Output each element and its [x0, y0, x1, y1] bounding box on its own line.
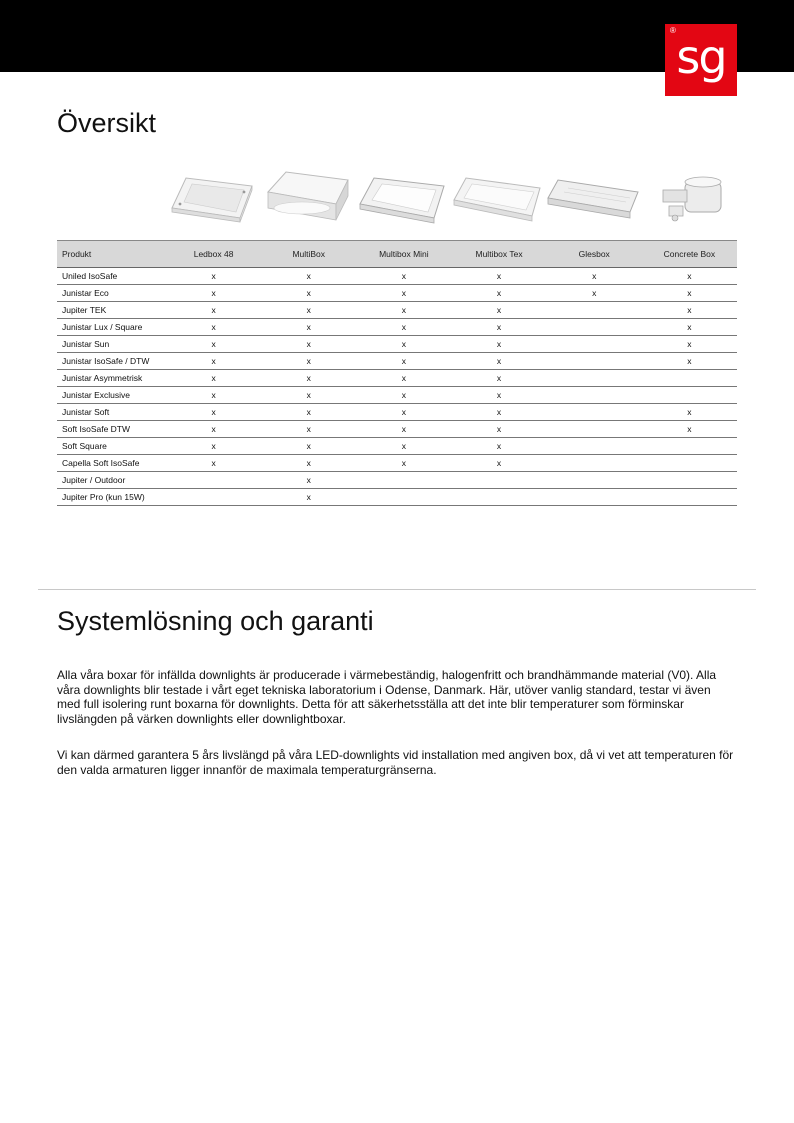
- compatibility-cell: x: [166, 302, 261, 319]
- compatibility-cell: x: [451, 404, 546, 421]
- compatibility-cell: x: [451, 370, 546, 387]
- column-header: Concrete Box: [642, 241, 737, 268]
- compatibility-cell: x: [166, 285, 261, 302]
- product-name-cell: Jupiter Pro (kun 15W): [57, 489, 166, 506]
- column-header: Multibox Tex: [451, 241, 546, 268]
- compatibility-cell: x: [166, 353, 261, 370]
- table-row: [57, 438, 737, 455]
- warranty-paragraph-1: Alla våra boxar för infällda downlights är producerade i värmebeständig, halogenfritt och brandhämmande material (V0). Alla våra downlights blir testade i vårt eget tekniska laboratorium i Odense, Danmark. Här, utöver vanlig standard, testar vi även med full isolering runt boxarna för downlights. Detta för att säkerhetsställa att det inte blir temperaturer som förminskar livslängden på värken downlights eller downlightboxar.: [57, 668, 717, 726]
- compatibility-cell: [547, 455, 642, 472]
- ledbox-48-icon: [160, 168, 256, 228]
- multibox-mini-icon: [352, 168, 448, 228]
- compatibility-cell: x: [642, 336, 737, 353]
- compatibility-cell: x: [642, 404, 737, 421]
- compatibility-cell: [547, 336, 642, 353]
- table-row: [57, 404, 737, 421]
- table-row: [57, 319, 737, 336]
- compatibility-cell: x: [451, 353, 546, 370]
- compatibility-cell: x: [356, 319, 451, 336]
- compatibility-cell: x: [642, 302, 737, 319]
- product-name-cell: Jupiter TEK: [57, 302, 166, 319]
- table-row: [57, 336, 737, 353]
- compatibility-cell: [547, 421, 642, 438]
- compatibility-cell: x: [547, 285, 642, 302]
- table-row: [57, 302, 737, 319]
- compatibility-cell: [166, 489, 261, 506]
- compatibility-cell: x: [356, 285, 451, 302]
- table-row: [57, 285, 737, 302]
- compatibility-cell: x: [356, 353, 451, 370]
- product-images: [160, 168, 737, 228]
- product-name-cell: Junistar Eco: [57, 285, 166, 302]
- compatibility-cell: x: [261, 387, 356, 404]
- compatibility-cell: x: [261, 489, 356, 506]
- compatibility-cell: x: [261, 353, 356, 370]
- compatibility-cell: x: [451, 455, 546, 472]
- compatibility-cell: x: [642, 353, 737, 370]
- compatibility-cell: x: [261, 285, 356, 302]
- table-row: [57, 353, 737, 370]
- compatibility-cell: x: [356, 455, 451, 472]
- multibox-icon: [256, 168, 352, 228]
- compatibility-cell: x: [451, 387, 546, 404]
- warranty-paragraph-2: Vi kan därmed garantera 5 års livslängd på våra LED-downlights vid installation med angiven box, då vi vet att temperaturen för den valda armaturen ligger innanför de maximala temperaturgränserna.: [57, 748, 734, 777]
- product-name-cell: Jupiter / Outdoor: [57, 472, 166, 489]
- multibox-tex-icon: [448, 168, 544, 228]
- compatibility-cell: [642, 438, 737, 455]
- compatibility-cell: x: [166, 438, 261, 455]
- compatibility-cell: x: [547, 268, 642, 285]
- compatibility-cell: x: [642, 285, 737, 302]
- glesbox-icon: [544, 168, 640, 228]
- product-name-cell: Junistar Sun: [57, 336, 166, 353]
- compatibility-cell: [451, 472, 546, 489]
- product-name-cell: Junistar Soft: [57, 404, 166, 421]
- compatibility-cell: x: [356, 336, 451, 353]
- table-row: [57, 268, 737, 285]
- compatibility-cell: x: [261, 455, 356, 472]
- compatibility-cell: x: [356, 387, 451, 404]
- compatibility-cell: x: [642, 268, 737, 285]
- compatibility-cell: x: [261, 421, 356, 438]
- compatibility-cell: x: [261, 319, 356, 336]
- compatibility-cell: [547, 302, 642, 319]
- product-name-cell: Soft Square: [57, 438, 166, 455]
- compatibility-cell: x: [451, 319, 546, 336]
- registered-mark: ®: [670, 26, 676, 35]
- compatibility-cell: [547, 438, 642, 455]
- product-name-cell: Uniled IsoSafe: [57, 268, 166, 285]
- compatibility-cell: x: [642, 421, 737, 438]
- compatibility-cell: [642, 387, 737, 404]
- compatibility-cell: x: [451, 336, 546, 353]
- compatibility-cell: x: [356, 404, 451, 421]
- product-name-cell: Junistar IsoSafe / DTW: [57, 353, 166, 370]
- compatibility-cell: x: [451, 421, 546, 438]
- compatibility-cell: [547, 387, 642, 404]
- compatibility-cell: [356, 472, 451, 489]
- compatibility-cell: [547, 489, 642, 506]
- compatibility-cell: x: [451, 302, 546, 319]
- compatibility-cell: [642, 472, 737, 489]
- compatibility-cell: [547, 472, 642, 489]
- table-row: [57, 472, 737, 489]
- compatibility-cell: x: [166, 319, 261, 336]
- compatibility-cell: x: [166, 268, 261, 285]
- table-row: [57, 370, 737, 387]
- compatibility-cell: x: [642, 319, 737, 336]
- section-divider: [38, 589, 756, 590]
- compatibility-cell: x: [356, 370, 451, 387]
- table-header-row: [57, 241, 737, 268]
- compatibility-cell: [547, 319, 642, 336]
- compatibility-cell: [642, 370, 737, 387]
- system-title: Systemlösning och garanti: [57, 606, 374, 636]
- compatibility-cell: [547, 404, 642, 421]
- sg-logo: [665, 24, 737, 96]
- table-row: [57, 489, 737, 506]
- table-row: [57, 455, 737, 472]
- compatibility-cell: [642, 489, 737, 506]
- compatibility-cell: x: [166, 336, 261, 353]
- product-name-cell: Junistar Exclusive: [57, 387, 166, 404]
- compatibility-cell: x: [356, 421, 451, 438]
- compatibility-cell: x: [166, 421, 261, 438]
- compatibility-cell: x: [166, 455, 261, 472]
- product-name-cell: Capella Soft IsoSafe: [57, 455, 166, 472]
- compatibility-cell: x: [356, 268, 451, 285]
- compatibility-cell: x: [166, 404, 261, 421]
- compatibility-cell: x: [166, 387, 261, 404]
- compatibility-cell: x: [166, 370, 261, 387]
- logo-text: sg: [676, 30, 726, 84]
- table-row: [57, 421, 737, 438]
- compatibility-cell: [166, 472, 261, 489]
- compatibility-cell: x: [451, 268, 546, 285]
- product-name-cell: Junistar Asymmetrisk: [57, 370, 166, 387]
- compatibility-cell: x: [261, 404, 356, 421]
- product-name-cell: Junistar Lux / Square: [57, 319, 166, 336]
- overview-title: Översikt: [57, 108, 157, 138]
- concrete-box-icon: [641, 168, 737, 228]
- table-row: [57, 387, 737, 404]
- compatibility-cell: x: [356, 438, 451, 455]
- compatibility-cell: x: [451, 285, 546, 302]
- compatibility-cell: [547, 353, 642, 370]
- compatibility-cell: [356, 489, 451, 506]
- compatibility-cell: x: [356, 302, 451, 319]
- product-name-cell: Soft IsoSafe DTW: [57, 421, 166, 438]
- compatibility-cell: [642, 455, 737, 472]
- compatibility-cell: x: [261, 302, 356, 319]
- column-header: Produkt: [57, 241, 166, 268]
- column-header: Ledbox 48: [166, 241, 261, 268]
- compatibility-cell: x: [451, 438, 546, 455]
- column-header: Multibox Mini: [356, 241, 451, 268]
- compatibility-cell: x: [261, 472, 356, 489]
- overview-table: [57, 240, 737, 506]
- compatibility-cell: x: [261, 370, 356, 387]
- compatibility-cell: x: [261, 268, 356, 285]
- compatibility-cell: [451, 489, 546, 506]
- column-header: MultiBox: [261, 241, 356, 268]
- compatibility-cell: x: [261, 438, 356, 455]
- column-header: Glesbox: [547, 241, 642, 268]
- compatibility-cell: x: [261, 336, 356, 353]
- compatibility-cell: [547, 370, 642, 387]
